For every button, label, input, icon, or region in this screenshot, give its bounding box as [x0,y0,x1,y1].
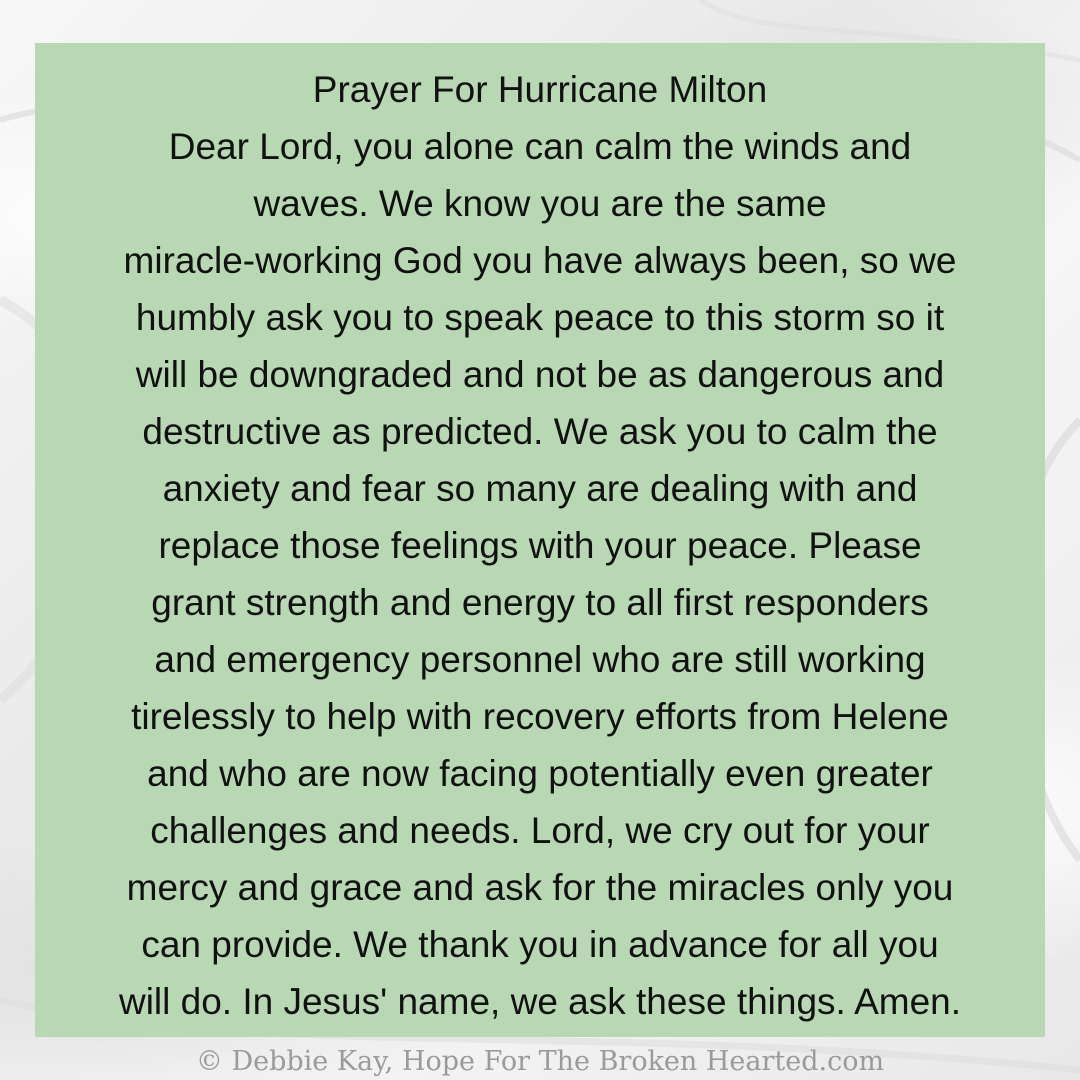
prayer-line: waves. We know you are the same [253,183,827,224]
prayer-line: Dear Lord, you alone can calm the winds and [168,126,912,167]
copyright-footer: © Debbie Kay, Hope For The Broken Hearted.com [195,1046,885,1077]
prayer-line: challenges and needs. Lord, we cry out for your [150,810,930,851]
prayer-body [55,118,1025,1030]
prayer-line: destructive as predicted. We ask you to calm the [142,411,938,452]
prayer-line: anxiety and fear so many are dealing with and [162,468,918,509]
prayer-line: grant strength and energy to all first responders [151,582,929,623]
prayer-title: Prayer For Hurricane Milton [312,69,768,110]
prayer-line: will be downgraded and not be as dangerous and [135,354,945,395]
prayer-line: mercy and grace and ask for the miracles only you [126,867,954,908]
prayer-line: can provide. We thank you in advance for all you [141,924,939,965]
prayer-line: tirelessly to help with recovery efforts from Helene [131,696,949,737]
prayer-card [35,43,1045,1037]
prayer-line: and who are now facing potentially even greater [147,753,933,794]
prayer-line: will do. In Jesus' name, we ask these things. Amen. [118,981,962,1022]
prayer-line: humbly ask you to speak peace to this storm so it [135,297,945,338]
prayer-line: and emergency personnel who are still working [154,639,926,680]
prayer-line: miracle-working God you have always been, so we [123,240,957,281]
prayer-line: replace those feelings with your peace. Please [158,525,922,566]
